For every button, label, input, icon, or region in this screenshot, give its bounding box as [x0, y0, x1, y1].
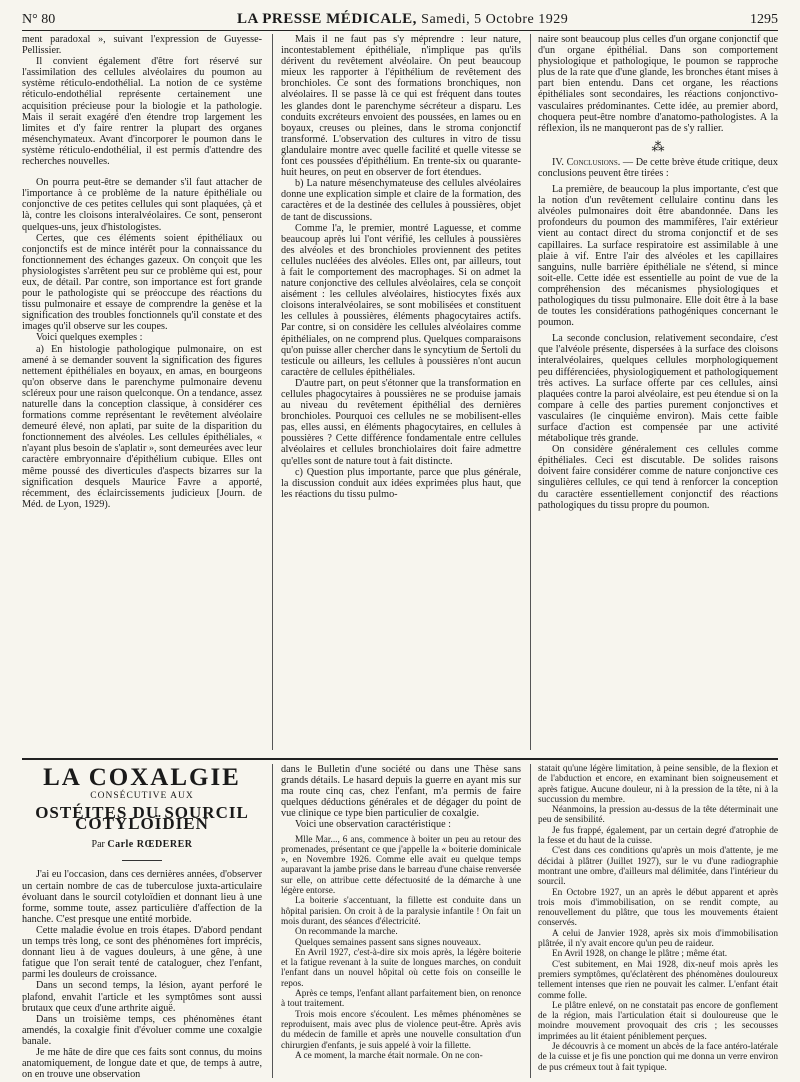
paragraph: Voici quelques exemples :	[36, 332, 143, 344]
article-column-2	[281, 764, 521, 1080]
byline-prefix: Par	[91, 839, 108, 851]
column-rule	[530, 34, 531, 750]
case-paragraph: Néanmoins, la pression au-dessus de la tête déterminait une peu de sensibilité.	[538, 805, 778, 826]
paragraph: b) La nature mésenchymateuse des cellules alvéolaires donne une explication simple et claire de la formation, des caractères et de la destinée des cellules à poussières, objet de tant de discussions.	[281, 178, 521, 223]
case-paragraph: statait qu'une légère limitation, à peine sensible, de la flexion et de l'abduction et encore, en examinant bien soigneusement et après fatigue. Aucune douleur, ni à la pression de la tête, ni à la succussion du membre.	[538, 764, 778, 805]
case-paragraph: Trois mois encore s'écoulent. Les mêmes phénomènes se reproduisent, mais avec plus de violence peut-être. Après avis du médecin de famille et après une nouvelle consultation d'un chirurgien d'enfants, je suis appelé à voir la fillette.	[281, 1009, 521, 1051]
page-number: 1295	[750, 12, 778, 27]
case-paragraph: Le plâtre enlevé, on ne constatait pas encore de gonflement de la région, mais l'articulation était si douloureuse que le moindre mouvement provoquait des cris ; les secousses imprimées au lit étaient péniblement perçues.	[538, 1000, 778, 1042]
article-column-1	[22, 764, 262, 1080]
article-column-3	[538, 764, 778, 1080]
case-paragraph: En Avril 1928, on change le plâtre ; même état.	[552, 949, 728, 960]
paragraph: Je me hâte de dire que ces faits sont connus, du moins anatomiquement, de longue date et que, de temps à autre, on en trouve une observation	[22, 1046, 262, 1080]
paragraph: c) Question plus importante, parce que plus générale, la discussion conduit aux idées exprimées plus haut, que les réactions du tissu pulmo-	[281, 466, 521, 500]
case-paragraph: C'est dans ces conditions qu'après un mois d'attente, je me décidai à plâtrer (Juillet 1927), sur le vu d'une radiographie montrant une ombre, d'ailleurs mal délimitée, dans l'intérieur du sourcil.	[538, 846, 778, 888]
issue-number: N° 80	[22, 12, 56, 27]
section-heading	[538, 157, 778, 179]
case-paragraph: C'est subitement, en Mai 1928, dix-neuf mois après les premiers symptômes, qu'éclatèrent des phénomènes douloureux tellement intenses que rien ne pouvait les calmer. L'enfant était comme folle.	[538, 959, 778, 1001]
case-paragraph: Après ce temps, l'enfant allant parfaitement bien, on renonce à tout traitement.	[281, 989, 521, 1010]
top-column-3	[538, 34, 778, 750]
paragraph: Cette maladie évolue en trois étapes. D'abord pendant un temps très long, ce sont des phénomènes fort imprécis, donnant lieu à de vagues douleurs, à une gêne, à une fatigue que l'on serait tenté de cataloguer, chez l'enfant, parmi les douleurs de croissance.	[22, 924, 262, 981]
paragraph: a) En histologie pathologique pulmonaire, on est amené à se demander souvent la signification des figures nettement épithéliales en boyaux, en amas, en bourgeons qu'on observe dans le parenchyme pulmonaire devenu scléreux pour une raison quelconque. On a tendance, assez naturelle dans la conception classique, à considérer ces formations comme représentant le revêtement alvéolaire demeuré élevé, non aplati, par suite de la disparition du fonctionnement des alvéoles. Les cellules épithéliales, « n'ayant plus besoin de s'aplatir », sont demeurées avec leur caractère embryonnaire d'épithélium cubique. Elles ont même poussé des diverticules d'aspects bizarres sur la signification desquels Maurice Favre a apporté, récemment, des éclaircissements judicieux [Journ. de Méd. de Lyon, 1929).	[22, 343, 262, 510]
asterism-divider: ⁂	[651, 138, 665, 154]
case-paragraph: En Octobre 1927, un an après le début apparent et après trois mois d'immobilisation, on se rendit compte, au renouvellement du plâtre, que tous les mouvements étaient conservés.	[538, 887, 778, 929]
paragraph: Il convient également d'être fort réservé sur l'assimilation des cellules alvéolaires du poumon au système réticulo-endothélial. La notion de ce système réticulo-endothélial représente certainement une acquisition précieuse pour la biologie et la pathologie. Mais il serait exagéré d'en étendre trop largement les limites et d'y faire rentrer la plupart des organes mésenchymateux. Avant d'incorporer le poumon dans le système réticulo-endothélial, il est permis d'attendre des recherches nouvelles.	[22, 56, 262, 168]
paragraph: La première, de beaucoup la plus importante, c'est que la notion d'un revêtement cellulaire continu dans les alvéoles pulmonaires doit être abandonnée. Dans les profondeurs du poumon des mammifères, l'air extérieur vient au contact direct du stroma conjonctif et de ses capillaires. La surface respiratoire est assimilable à une plaie à vif. Entre l'air des alvéoles et les capillaires sanguins, nulle barrière épithéliale ne s'étend, si mince soit-elle. Cette idée est essentielle au point de vue de la compréhension des mécanismes physiologiques et pathologiques du tissu pulmonaire. Elle doit être à la base de toutes les considérations pathogéniques concernant le poumon.	[538, 184, 778, 329]
section-heading-lead: IV. Conclusions.	[552, 156, 621, 168]
page-header	[22, 6, 778, 31]
paragraph: D'autre part, on peut s'étonner que la transformation en cellules phagocytaires à poussières ne se produise jamais au niveau du revêtement épithélial des dernières bronchioles. Pourquoi ces cellules ne se mobilisent-elles pas, elles aussi, en éléments phagocytaires, en cellules à poussières ? Cette différence fondamentale entre cellules alvéolaires et cellules bronchiolaires doit faire admettre qu'elles sont de nature tout à fait distincte.	[281, 377, 521, 467]
section-divider	[22, 758, 778, 760]
article-title: LA COXALGIE	[43, 764, 241, 791]
paragraph: J'ai eu l'occasion, dans ces dernières années, d'observer un certain nombre de cas de tuberculose juxta-articulaire évoluant dans le sourcil cotyloïdien et donnant lieu à une forme, somme toute, assez particulière d'affection de la hanche. C'est presque une entité morbide.	[22, 869, 262, 925]
column-rule	[272, 764, 273, 1078]
column-rule	[272, 34, 273, 750]
paragraph: On pourra peut-être se demander s'il faut attacher de l'importance à ce problème de la nature épithéliale ou conjonctive de ces petites cellules qui sont plaquées, çà et là, contre les cloisons interalvéolaires. Ce sont, penseront quelques-uns, jeux d'histologistes.	[22, 177, 262, 233]
case-paragraph: Mlle Mar..., 6 ans, commence à boiter un peu au retour des promenades, présentant ce que j'appelle la « boiterie dominicale », en Novembre 1926. Comme elle avait eu quelque temps auparavant la jambe prise dans le barreau d'une chaise renversée sur elle, on attribue cette défectuosité de la démarche à une légère entorse.	[281, 834, 521, 897]
paragraph: Comme l'a, le premier, montré Laguesse, et comme beaucoup après lui l'ont vérifié, les cellules à poussières des alvéoles et des bronchioles proviennent des petites cellules nucléées des alvéoles. Elles ont, par ailleurs, tout à fait le comportement des macrophages. Si on admet la nature conjonctive des cellules alvéolaires, cela se conçoit aisément : les cellules alvéolaires, histiocytes fixés aux cloisons interalvéolaires, se sont mobilisées et constituent les cellules à poussières, éléments phagocytaires actifs. Par contre, si on considère les cellules alvéolaires comme épithéliales, on ne comprend plus. Quelques comparaisons qu'on puisse aller chercher dans le syncytium de Sertoli du testicule ou ailleurs, les cellules à poussières n'ont aucun caractère de cellules épithéliales.	[281, 222, 521, 378]
top-column-1	[22, 34, 262, 750]
top-column-2	[281, 34, 521, 750]
paragraph: Voici une observation caractéristique :	[295, 819, 451, 831]
paragraph: ment paradoxal », suivant l'expression de Guyesse-Pellissier.	[22, 34, 262, 57]
case-paragraph: La boiterie s'accentuant, la fillette est conduite dans un hôpital parisien. On croit à de la paralysie infantile ! On fait un mois durant, des séances d'électricité.	[281, 896, 521, 927]
case-paragraph: On recommande la marche.	[295, 927, 398, 938]
paragraph: Dans un second temps, la lésion, ayant perforé le plafond, envahit l'article et les symptômes sont aussi brutaux que ceux d'une arthrite aiguë.	[22, 980, 262, 1014]
paragraph: La seconde conclusion, relativement secondaire, c'est que l'alvéole présente, dispersées à la surface des cloisons interalvéolaires, quelques cellules morphologiquement peu différenciées, physiologiquement et pathologiquement très actives. La surface offerte par ces cellules, ainsi plaquées contre la paroi alvéolaire, est peu étendue si on la compare à celle des parties purement conjonctives et vasculaires (le cinquième environ). Mais cette faible surface d'action est compensée par une activité métabolique très grande.	[538, 333, 778, 445]
case-paragraph: Quelques semaines passent sans signes nouveaux.	[295, 937, 481, 948]
author-name: Carle RŒDERER	[107, 839, 193, 851]
case-paragraph: Je découvris à ce moment un abcès de la face antéro-latérale de la cuisse et je fis une ponction qui me donna un verre environ de pus crémeux tout à fait typique.	[538, 1042, 778, 1073]
paragraph: On considère généralement ces cellules comme épithéliales. Ceci est discutable. De solides raisons doivent faire considérer comme de nature conjonctive ces singulières cellules, ce qui tend à renforcer la conception du caractère essentiellement conjonctif des réactions pathologiques du tissu propre du poumon.	[538, 444, 778, 511]
case-paragraph: Je fus frappé, également, par un certain degré d'atrophie de la fesse et du haut de la cuisse.	[538, 825, 778, 847]
article-subtitle: CONSÉCUTIVE AUX	[90, 791, 194, 802]
case-paragraph: A ce moment, la marche était normale. On ne con-	[295, 1050, 483, 1061]
case-paragraph: A celui de Janvier 1928, après six mois d'immobilisation plâtrée, il n'y avait encore qu'un peu de raideur.	[538, 928, 778, 950]
paragraph: Mais il ne faut pas s'y méprendre : leur nature, incontestablement épithéliale, n'implique pas qu'ils dérivent du revêtement alvéolaire. On peut beaucoup mieux les rapporter à l'épithélium de revêtement des bronchioles. Ce sont des formations bronchiques, non alvéolaires. Il se passe là ce qui est fréquent dans toutes les glandes dont le parenchyme sécréteur a disparu. Les conduits excréteurs envoient des poussées, en lames ou en boyaux, creuses ou pleines, dans le stroma conjonctif transformé. L'observation des cultures in vitro de tissu glandulaire montre avec quelle facilité et quelle vitesse se font ces poussées d'épithélium. En trente-six ou quarante-huit heures, on peut en observer de fort étendues.	[281, 34, 521, 179]
journal-title	[237, 11, 568, 28]
title-rule	[122, 860, 162, 861]
column-rule	[530, 764, 531, 1078]
article-title-2: OSTÉITES DU SOURCIL COTYLOÏDIEN	[35, 803, 249, 834]
byline	[22, 839, 262, 850]
issue-date: Samedi, 5 Octobre 1929	[421, 12, 569, 27]
case-report	[281, 835, 521, 1062]
paragraph: Dans un troisième temps, ces phénomènes étant amendés, la coxalgie finit d'évoluer comme une coxalgie banale.	[22, 1013, 262, 1047]
paragraph: naire sont beaucoup plus celles d'un organe conjonctif que d'un organe épithélial. Dans son comportement physiologique et pathologique, le poumon se rapproche plus de la rate que d'une glande, les bronches étant mises à part bien entendu. Dans cet organe, les réactions épithéliales sont secondaires, les réactions conjonctivo-vasculaires prédominantes. Cette idée, au premier abord, choquera peut-être nombre d'anatomo-pathologistes. A la réflexion, ils ne manqueront pas de s'y rallier.	[538, 34, 778, 134]
journal-name: LA PRESSE MÉDICALE,	[236, 11, 417, 27]
paragraph: dans le Bulletin d'une société ou dans une Thèse sans grands détails. Le hasard depuis la guerre en ayant mis sur ma route cinq cas, chez l'enfant, m'a permis de faire quelques déductions générales et de dégager du point de vue clinique ce type bien particulier de coxalgie.	[281, 764, 521, 820]
case-paragraph: En Avril 1927, c'est-à-dire six mois après, la légère boiterie et la fatigue revenant à la suite de longues marches, on conduit l'enfant dans un nouvel hôpital où cette fois on conseille le repos.	[281, 947, 521, 989]
article-title-block	[22, 764, 262, 861]
paragraph: Certes, que ces éléments soient épithéliaux ou conjonctifs est de mince intérêt pour la connaissance du fonctionnement des échanges gazeux. On conçoit que les physiologistes s'arrêtent peu sur ce problème qui est, pour eux, de détail. Par contre, son importance est fort grande pour le pathologiste qui se préoccupe des réactions du tissu pulmonaire et essaye de comprendre la genèse et la signification des troubles fonctionnels qu'il constate et des images qu'il observe sur les coupes.	[22, 232, 262, 333]
section-heading-rest: — De cette brève étude critique, deux conclusions peuvent être tirées :	[538, 156, 778, 179]
